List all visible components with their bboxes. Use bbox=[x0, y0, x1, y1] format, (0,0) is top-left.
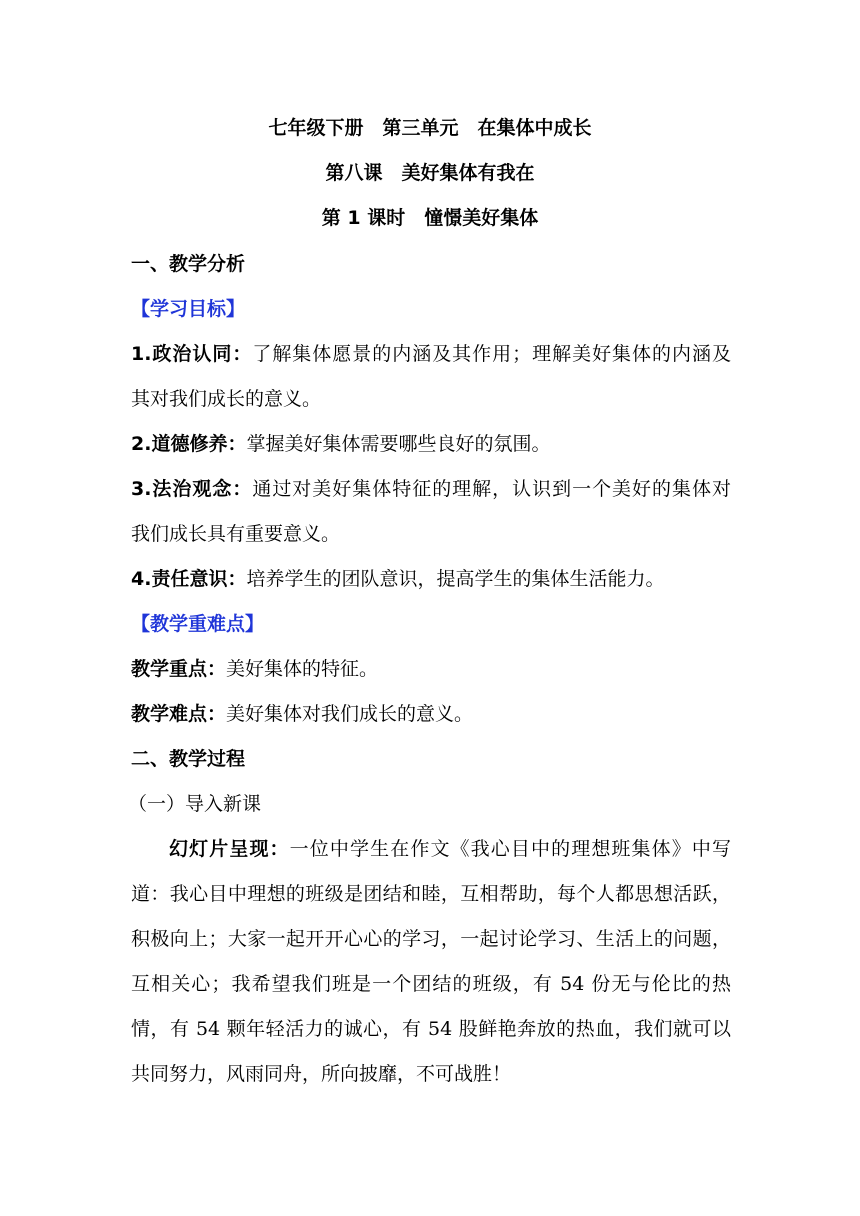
goal-3-label: 3.法治观念： bbox=[131, 478, 253, 500]
goal-4-text: 培养学生的团队意识，提高学生的集体生活能力。 bbox=[246, 568, 665, 590]
goal-3-continued: 我们成长具有重要意义。 bbox=[131, 523, 341, 545]
goal-1 bbox=[131, 341, 731, 367]
section-heading-process: 二、教学过程 bbox=[131, 748, 246, 770]
slide-paragraph-line-3: 积极向上；大家一起开开心心的学习，一起讨论学习、生活上的问题， bbox=[131, 928, 731, 950]
section-heading-analysis: 一、教学分析 bbox=[131, 253, 246, 275]
goal-3-text: 通过对美好集体特征的理解，认识到一个美好的集体对 bbox=[252, 478, 731, 500]
teaching-key-point bbox=[131, 656, 731, 682]
goal-1-label: 1.政治认同： bbox=[131, 343, 253, 365]
slide-paragraph-line-2: 道：我心目中理想的班级是团结和睦，互相帮助，每个人都思想活跃， bbox=[131, 883, 731, 905]
key-point-label: 教学重点： bbox=[131, 658, 227, 680]
subsection-intro: （一）导入新课 bbox=[128, 793, 262, 815]
key-point-text: 美好集体的特征。 bbox=[226, 658, 379, 680]
difficult-point-label: 教学难点： bbox=[131, 703, 227, 725]
learning-goals-label: 【学习目标】 bbox=[131, 298, 246, 320]
title-lesson: 第八课 美好集体有我在 bbox=[325, 162, 535, 184]
title-period: 第 1 课时 憧憬美好集体 bbox=[321, 207, 539, 229]
goal-2-label: 2.道德修养： bbox=[131, 433, 247, 455]
slide-paragraph-line-5: 情，有 54 颗年轻活力的诚心，有 54 股鲜艳奔放的热血，我们就可以 bbox=[131, 1018, 731, 1040]
slide-text-1: 一位中学生在作文《我心目中的理想班集体》中写 bbox=[289, 838, 731, 860]
goal-1-text: 了解集体愿景的内涵及其作用；理解美好集体的内涵及 bbox=[252, 343, 731, 365]
teaching-difficult-point bbox=[131, 701, 731, 727]
goal-2-text: 掌握美好集体需要哪些良好的氛围。 bbox=[246, 433, 551, 455]
goal-4 bbox=[131, 566, 731, 592]
goal-1-continued: 其对我们成长的意义。 bbox=[131, 388, 322, 410]
goal-2 bbox=[131, 431, 731, 457]
key-difficult-label: 【教学重难点】 bbox=[131, 613, 265, 635]
difficult-point-text: 美好集体对我们成长的意义。 bbox=[226, 703, 474, 725]
slide-paragraph-line-6: 共同努力，风雨同舟，所向披靡，不可战胜！ bbox=[131, 1063, 512, 1085]
title-unit: 七年级下册 第三单元 在集体中成长 bbox=[268, 117, 592, 139]
goal-4-label: 4.责任意识： bbox=[131, 568, 247, 590]
slide-paragraph-line-4: 互相关心；我希望我们班是一个团结的班级，有 54 份无与伦比的热 bbox=[131, 973, 731, 995]
slide-label: 幻灯片呈现： bbox=[169, 838, 290, 860]
slide-paragraph-line-1 bbox=[131, 836, 731, 862]
goal-3 bbox=[131, 476, 731, 502]
